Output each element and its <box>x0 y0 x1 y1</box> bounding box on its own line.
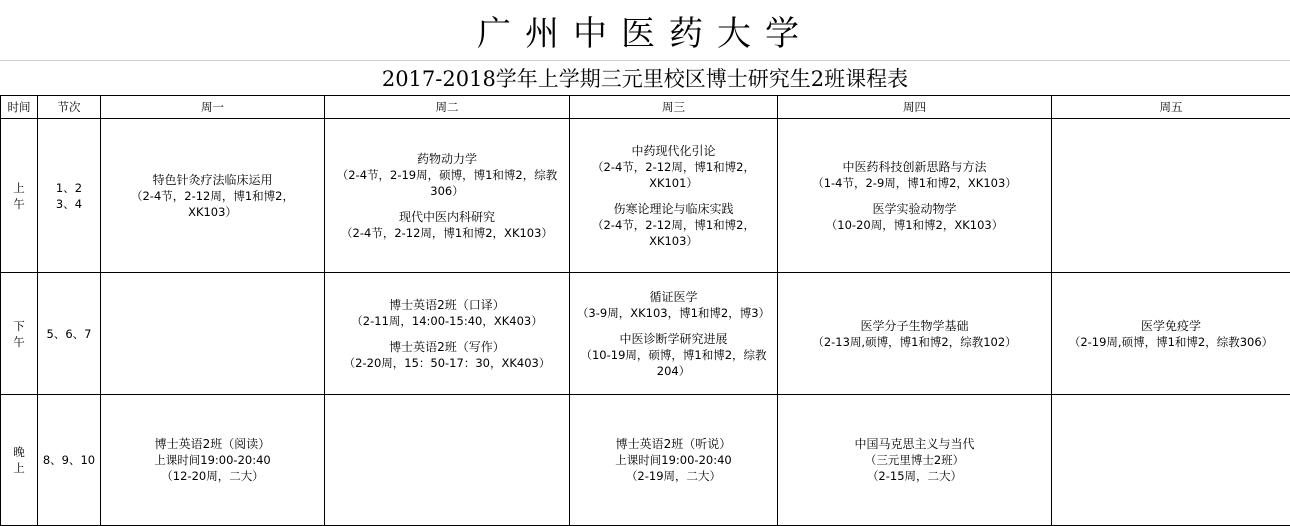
cell-wed <box>570 395 778 526</box>
course-entry <box>573 289 774 321</box>
time-cell: 晚 上 <box>1 395 38 526</box>
course-detail: （2-19周,硕博，博1和博2，综教306） <box>1068 334 1274 349</box>
course-detail: （2-13周,硕博，博1和博2，综教102） <box>812 334 1017 349</box>
course-name: 伤寒论理论与临床实践 <box>613 201 734 216</box>
course-detail: （2-15周，二大） <box>866 469 963 483</box>
course-name: 博士英语2班（听说） <box>615 437 732 451</box>
header-band <box>0 0 1290 61</box>
course-name: 中药现代化引论 <box>631 143 716 158</box>
table-row-morning <box>1 119 1290 273</box>
course-detail: （三元里博士2班） <box>864 453 965 467</box>
course-entry <box>104 436 321 484</box>
cell-mon <box>101 273 325 395</box>
course-detail: （2-11周，14:00-15:40，XK403） <box>351 313 543 328</box>
course-detail: （3-9周，XK103，博1和博2，博3） <box>576 305 771 320</box>
course-name: 循证医学 <box>649 289 698 304</box>
period-cell: 8、9、10 <box>38 395 101 526</box>
cell-wed <box>570 273 778 395</box>
course-detail: （2-20周，15：50-17：30，XK403） <box>343 355 551 370</box>
cell-thu <box>778 395 1052 526</box>
col-header-tue: 周二 <box>325 96 570 119</box>
table-row-evening <box>1 395 1290 526</box>
cell-tue <box>325 273 570 395</box>
cell-thu <box>778 119 1052 273</box>
course-detail: 上课时间19:00-20:40 <box>154 453 271 467</box>
course-detail: （10-19周，硕博，博1和博2，综教204） <box>580 347 767 378</box>
cell-tue <box>325 119 570 273</box>
course-detail: （1-4节，2-9周，博1和博2，XK103） <box>812 175 1017 190</box>
col-header-thu: 周四 <box>778 96 1052 119</box>
course-entry <box>1055 318 1287 350</box>
course-name: 药物动力学 <box>416 151 477 166</box>
course-name: 博士英语2班（写作） <box>389 339 505 354</box>
table-row-afternoon <box>1 273 1290 395</box>
course-name: 医学免疫学 <box>1140 318 1201 333</box>
course-detail: （2-4节，2-19周，硕博，博1和博2，综教306） <box>336 167 558 198</box>
course-detail: （10-20周，博1和博2，XK103） <box>825 217 1004 232</box>
period-cell: 1、2 3、4 <box>38 119 101 273</box>
course-entry <box>128 172 298 220</box>
course-entry <box>586 201 761 249</box>
col-header-wed: 周三 <box>570 96 778 119</box>
course-entry <box>573 331 774 379</box>
cell-wed <box>570 119 778 273</box>
course-entry <box>781 318 1048 350</box>
course-detail: （12-20周，二大） <box>161 469 264 483</box>
course-name: 中医药科技创新思路与方法 <box>842 159 987 174</box>
course-entry <box>781 436 1048 484</box>
course-entry <box>328 339 566 371</box>
course-detail: （2-19周，二大） <box>625 469 722 483</box>
course-entry <box>586 143 761 191</box>
course-detail: （2-4节，2-12周，博1和博2，XK103） <box>591 217 755 248</box>
period-cell: 5、6、7 <box>38 273 101 395</box>
course-detail: （2-4节，2-12周，博1和博2，XK101） <box>591 159 755 190</box>
course-entry <box>328 297 566 329</box>
course-entry <box>573 436 774 484</box>
course-name: 中医诊断学研究进展 <box>619 331 728 346</box>
header-row <box>1 96 1290 119</box>
col-header-mon: 周一 <box>101 96 325 119</box>
time-cell: 上 午 <box>1 119 38 273</box>
course-name: 中国马克思主义与当代 <box>854 437 975 451</box>
schedule-title: 2017-2018学年上学期三元里校区博士研究生2班课程表 <box>381 67 909 91</box>
col-header-fri: 周五 <box>1052 96 1290 119</box>
cell-fri <box>1052 119 1290 273</box>
course-name: 博士英语2班（口译） <box>389 297 505 312</box>
schedule-table <box>0 95 1290 526</box>
course-entry <box>781 159 1048 191</box>
course-name: 特色针灸疗法临床运用 <box>152 172 273 187</box>
cell-tue <box>325 395 570 526</box>
course-entry <box>328 209 566 241</box>
course-detail: 上课时间19:00-20:40 <box>615 453 732 467</box>
col-header-time: 时间 <box>1 96 38 119</box>
course-name: 医学实验动物学 <box>872 201 957 216</box>
col-header-period: 节次 <box>38 96 101 119</box>
course-name: 现代中医内科研究 <box>398 209 495 224</box>
course-detail: （2-4节，2-12周，博1和博2，XK103） <box>341 225 553 240</box>
course-name: 医学分子生物学基础 <box>860 318 969 333</box>
cell-fri <box>1052 395 1290 526</box>
cell-fri <box>1052 273 1290 395</box>
course-detail: （2-4节，2-12周，博1和博2，XK103） <box>130 188 294 219</box>
cell-thu <box>778 273 1052 395</box>
cell-mon <box>101 119 325 273</box>
course-name: 博士英语2班（阅读） <box>154 437 271 451</box>
university-name: 广州中医药大学 <box>477 14 813 54</box>
course-entry <box>781 201 1048 233</box>
course-entry <box>328 151 566 199</box>
time-cell: 下 午 <box>1 273 38 395</box>
cell-mon <box>101 395 325 526</box>
